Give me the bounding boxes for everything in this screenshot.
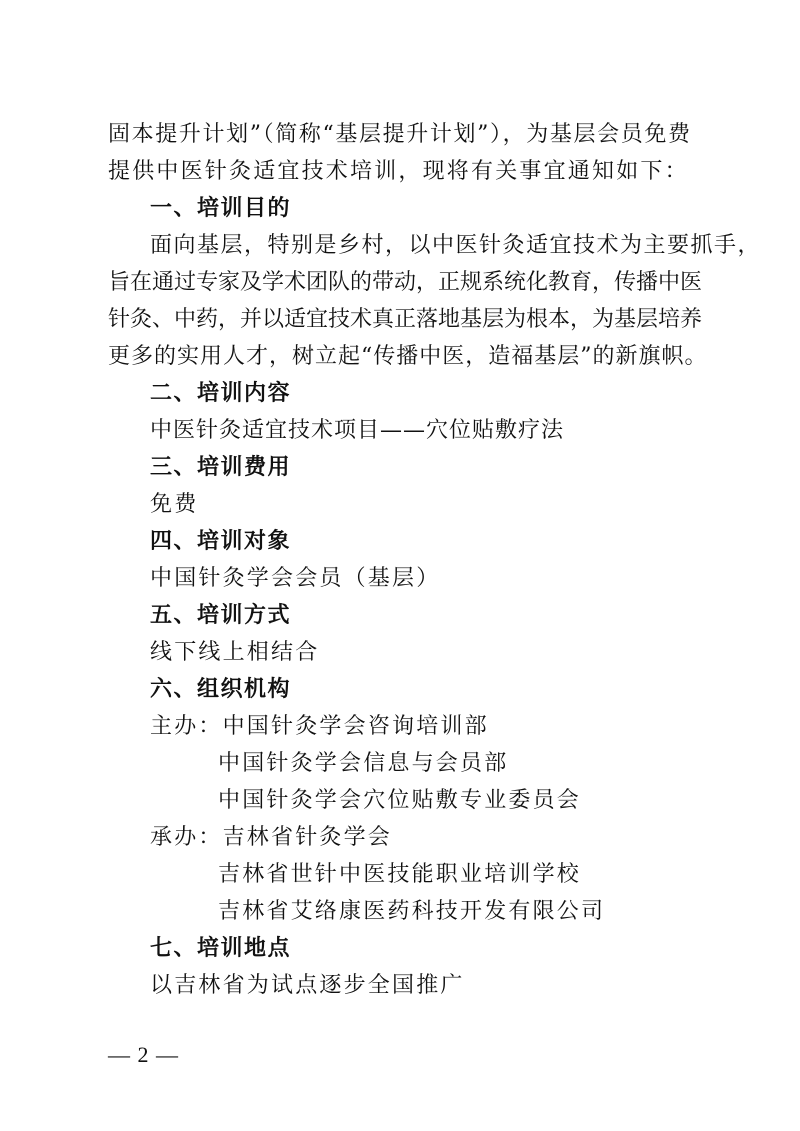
fee-text: 免费 <box>150 492 199 517</box>
section-heading-organization: 六、组织机构 <box>150 677 292 702</box>
section-heading-purpose: 一、培训目的 <box>150 196 292 221</box>
purpose-line-4: 更多的实用人才，树立起“传播中医，造福基层”的新旗帜。 <box>108 344 708 369</box>
organizer-co-2: 吉林省世针中医技能职业培训学校 <box>218 862 582 887</box>
section-heading-content: 二、培训内容 <box>150 381 292 406</box>
organizer-co-1: 承办：吉林省针灸学会 <box>150 825 393 850</box>
organizer-host-1: 主办：中国针灸学会咨询培训部 <box>150 714 489 739</box>
location-text: 以吉林省为试点逐步全国推广 <box>150 973 465 998</box>
organizer-co-3: 吉林省艾络康医药科技开发有限公司 <box>218 899 606 924</box>
method-text: 线下线上相结合 <box>150 640 320 665</box>
content-text: 中医针灸适宜技术项目——穴位贴敷疗法 <box>150 418 565 443</box>
section-heading-location: 七、培训地点 <box>150 936 292 961</box>
section-heading-target: 四、培训对象 <box>150 529 292 554</box>
target-text: 中国针灸学会会员（基层） <box>150 566 441 591</box>
section-heading-fee: 三、培训费用 <box>150 455 292 480</box>
purpose-line-1: 面向基层，特别是乡村，以中医针灸适宜技术为主要抓手， <box>150 233 762 258</box>
purpose-line-3: 针灸、中药，并以适宜技术真正落地基层为根本，为基层培养 <box>108 307 703 332</box>
page-number: — 2 — <box>108 1042 179 1067</box>
organizer-host-3: 中国针灸学会穴位贴敷专业委员会 <box>218 788 582 813</box>
purpose-line-2: 旨在通过专家及学术团队的带动，正规系统化教育，传播中医 <box>108 270 703 295</box>
intro-line-2: 提供中医针灸适宜技术培训，现将有关事宜通知如下： <box>108 159 689 184</box>
intro-line-1: 固本提升计划”（简称“基层提升计划”），为基层会员免费 <box>108 122 690 147</box>
organizer-host-2: 中国针灸学会信息与会员部 <box>218 751 509 776</box>
section-heading-method: 五、培训方式 <box>150 603 292 628</box>
